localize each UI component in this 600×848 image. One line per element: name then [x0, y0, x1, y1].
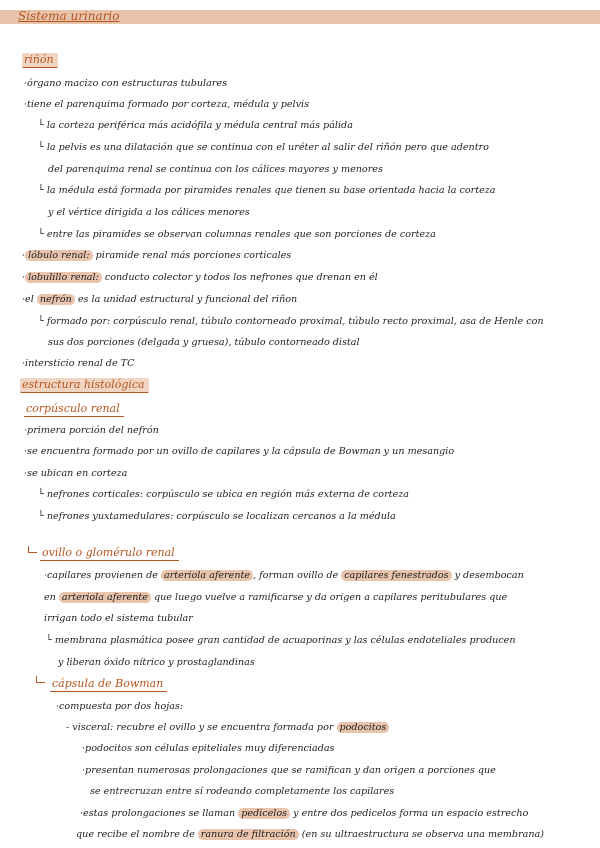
section-heading-rinon: riñón — [22, 53, 58, 68]
subsection-heading-capsula: cápsula de Bowman — [50, 677, 167, 692]
text-line: del parenquima renal se continua con los cálices mayores y menores — [48, 164, 383, 175]
highlight: ranura de filtración — [198, 829, 299, 840]
text-line: · lóbulo renal: piramide renal más porciones corticales — [22, 250, 292, 261]
highlight: capilares fenestrados — [341, 570, 451, 581]
text-line: └ la pelvis es una dilatación que se continua con el uréter al salir del riñón pero que adentro — [38, 142, 489, 153]
text-line: irrigan todo el sistema tubular — [44, 613, 193, 624]
text-line: - visceral: recubre el ovillo y se encuentra formada por podocitos — [66, 722, 389, 733]
text-line: ·el nefrón es la unidad estructural y funcional del riñon — [22, 294, 298, 305]
text-line: ·podocitos son células epiteliales muy diferenciadas — [82, 743, 335, 754]
text-line: ·presentan numerosas prolongaciones que se ramifican y dan origen a porciones que — [82, 765, 496, 776]
text-line: ·estas prolongaciones se llaman pedicelos y entre dos pedicelos forma un espacio estrecho — [80, 808, 529, 819]
text-line: y liberan óxido nítrico y prostaglandinas — [58, 657, 255, 668]
text-line: └ la corteza periférica más acidófila y médula central más pálida — [38, 120, 353, 131]
highlight: arteriola aferente — [59, 592, 151, 603]
highlight: arteriola aferente — [161, 570, 253, 581]
text-line: └ formado por: corpúsculo renal, túbulo contorneado proximal, túbulo recto proximal, asa de Henle con — [38, 316, 544, 327]
subsection-heading-ovillo: ovillo o glomérulo renal — [40, 546, 179, 561]
text-line: ·capilares provienen de arteriola aferente , forman ovillo de capilares fenestrados y desembocan — [44, 570, 524, 581]
highlight: lóbulo renal: — [25, 250, 93, 261]
title-bar — [0, 10, 600, 24]
text-line: se entrecruzan entre sí rodeando completamente los capilares — [90, 786, 395, 797]
text-line: └ nefrones corticales: corpúsculo se ubica en región más externa de corteza — [38, 489, 409, 500]
highlight: nefrón — [37, 294, 75, 305]
bracket-mark — [28, 546, 37, 553]
text-line: ·se ubican en corteza — [24, 468, 128, 479]
subsection-heading-corpusculo: corpúsculo renal — [24, 402, 124, 417]
text-line: └ la médula está formada por piramides renales que tienen su base orientada hacia la corteza — [38, 185, 496, 196]
text-line: ·órgano macizo con estructuras tubulares — [24, 78, 228, 89]
highlight: podocitos — [337, 722, 390, 733]
text-line: que recibe el nombre de ranura de filtración (en su ultraestructura se observa una membrana) — [76, 829, 544, 840]
text-line: └ nefrones yuxtamedulares: corpúsculo se localizan cercanos a la médula — [38, 511, 396, 522]
highlight: pedicelos — [238, 808, 290, 819]
text-line: ·se encuentra formado por un ovillo de capilares y la cápsula de Bowman y un mesangio — [24, 446, 455, 457]
highlight: lobulillo renal: — [25, 272, 102, 283]
text-line: └ entre las piramides se observan columnas renales que son porciones de corteza — [38, 229, 436, 240]
text-line: ·tiene el parenquima formado por corteza, médula y pelvis — [24, 99, 310, 110]
text-line: ·primera porción del nefrón — [24, 425, 159, 436]
text-line: · lobulillo renal: conducto colector y todos los nefrones que drenan en él — [22, 272, 378, 283]
text-line: y el vértice dirigida a los cálices menores — [48, 207, 250, 218]
text-line: └ membrana plasmática posee gran cantidad de acuaporinas y las células endoteliales producen — [46, 635, 516, 646]
text-line: en arteriola aferente que luego vuelve a ramificarse y da origen a capilares peritubulares que — [44, 592, 508, 603]
bracket-mark — [36, 676, 45, 683]
page-title: Sistema urinario — [18, 9, 120, 23]
text-line: sus dos porciones (delgada y gruesa), túbulo contorneado distal — [48, 337, 360, 348]
text-line: ·compuesta por dos hojas: — [56, 701, 184, 712]
section-heading-histologia: estructura histológica — [20, 378, 149, 393]
text-line: ·intersticio renal de TC — [22, 358, 135, 369]
